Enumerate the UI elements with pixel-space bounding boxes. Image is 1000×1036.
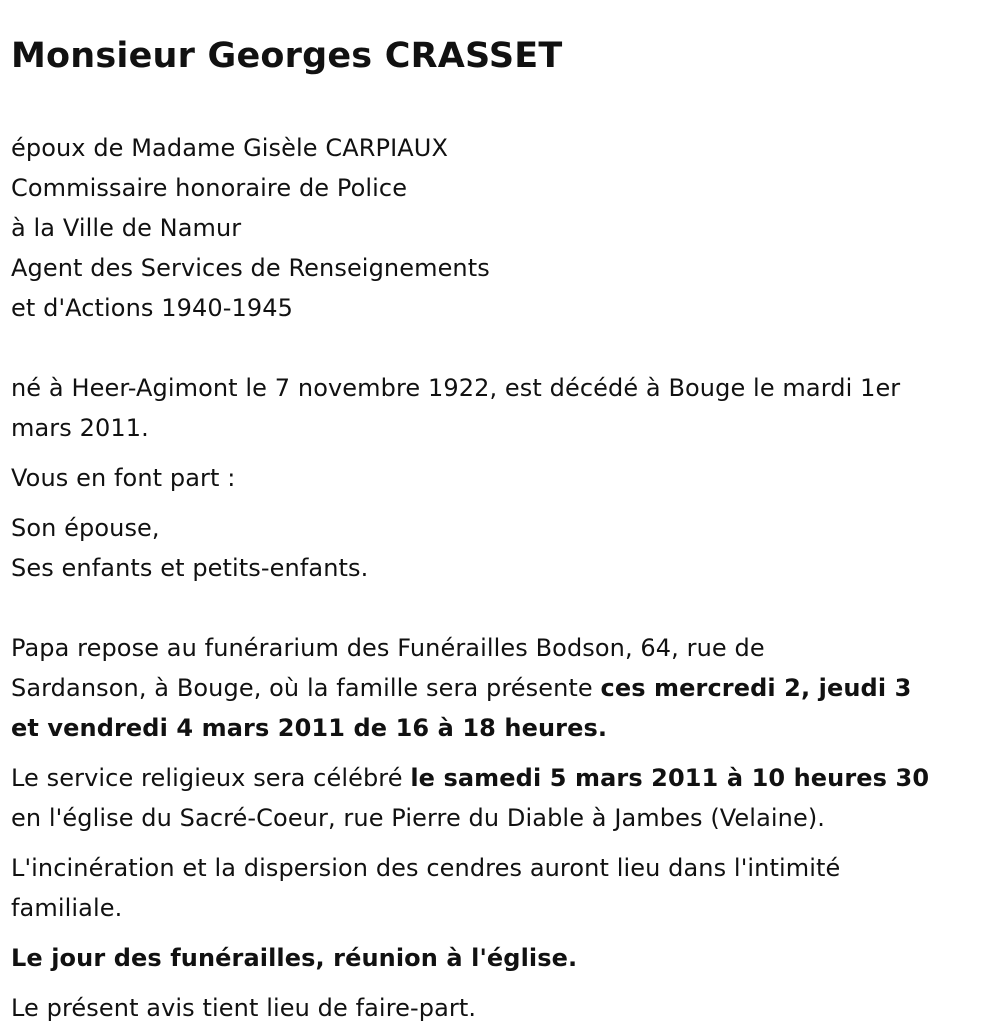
funerarium-line — [11, 668, 990, 708]
funerarium-text: Sardanson, à Bouge, où la famille sera présente — [11, 674, 601, 702]
service-date: le samedi 5 mars 2011 à 10 heures 30 — [410, 764, 930, 792]
reunion-notice: Le jour des funérailles, réunion à l'église. — [11, 944, 578, 972]
birth-line: mars 2011. — [11, 414, 149, 442]
family-line: Son épouse, — [11, 514, 160, 542]
funerarium-line — [11, 708, 990, 748]
family-list — [11, 508, 990, 588]
title-line: Agent des Services de Renseignements — [11, 254, 490, 282]
religious-service — [11, 758, 990, 838]
visiting-dates: ces mercredi 2, jeudi 3 — [600, 674, 912, 702]
birth-death-statement — [11, 368, 990, 448]
incineration-line: familiale. — [11, 894, 123, 922]
announcement: Vous en font part : — [11, 464, 236, 492]
incineration-line: L'incinération et la dispersion des cendres auront lieu dans l'intimité — [11, 854, 841, 882]
family-line: Ses enfants et petits-enfants. — [11, 554, 369, 582]
service-text: Le service religieux sera célébré — [11, 764, 411, 792]
birth-line: né à Heer-Agimont le 7 novembre 1922, est décédé à Bouge le mardi 1er — [11, 374, 901, 402]
faire-part-notice: Le présent avis tient lieu de faire-part. — [11, 994, 477, 1022]
funerarium-line: Papa repose au funérarium des Funérailles Bodson, 64, rue de — [11, 634, 765, 662]
service-line: en l'église du Sacré-Coeur, rue Pierre du Diable à Jambes (Velaine). — [11, 804, 826, 832]
spouse-and-titles — [11, 128, 990, 328]
service-line — [11, 758, 990, 798]
spouse-line: époux de Madame Gisèle CARPIAUX — [11, 134, 449, 162]
page-title: Monsieur Georges CRASSET — [11, 36, 563, 76]
incineration-info — [11, 848, 990, 928]
title-line: Commissaire honoraire de Police — [11, 174, 408, 202]
title-line: à la Ville de Namur — [11, 214, 242, 242]
visiting-hours: et vendredi 4 mars 2011 de 16 à 18 heures. — [11, 714, 608, 742]
title-line: et d'Actions 1940-1945 — [11, 294, 293, 322]
funerarium-info — [11, 628, 990, 748]
